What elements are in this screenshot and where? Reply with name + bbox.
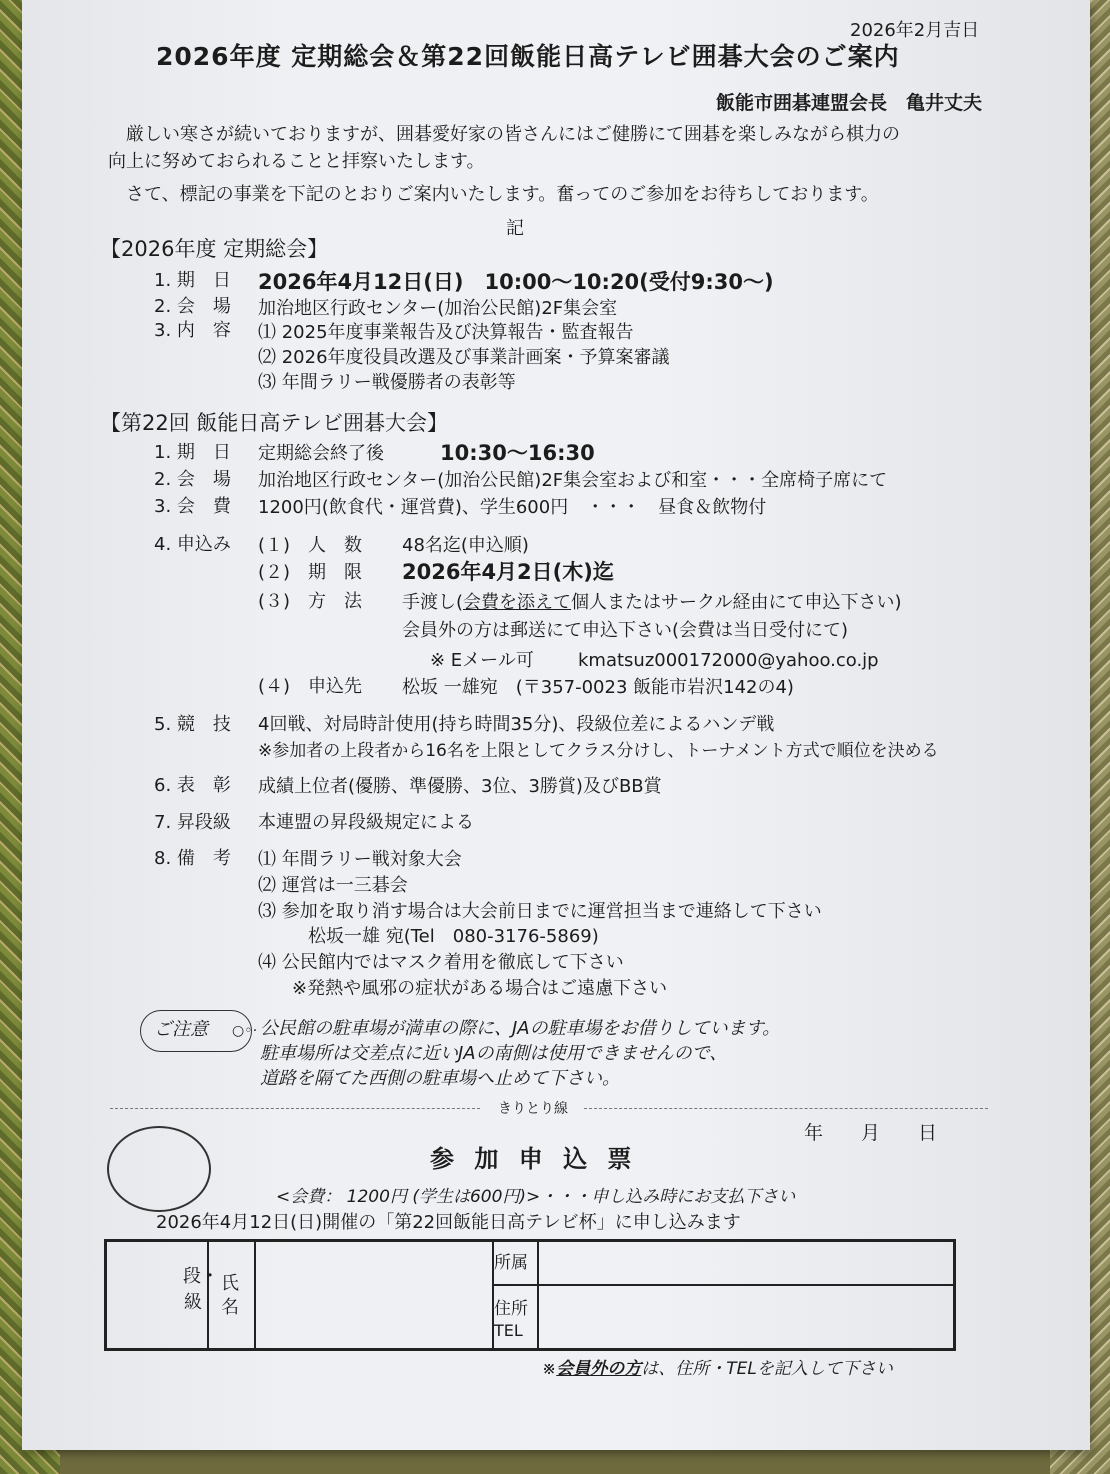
apply-method-line2: 会員外の方は郵送にて申込下さい(会費は当日受付にて) [402,620,849,641]
meeting-date-value: 2026年4月12日(日) 10:00～10:20(受付9:30～) [258,270,774,294]
tournament-date-label: 1. 期 日 [154,442,231,463]
form-date-fields[interactable]: 年 月 日 [804,1122,938,1144]
apply-deadline-value: 2026年4月2日(木)迄 [402,560,614,584]
intro-line-2: 向上に努めておられることと拝察いたします。 [108,151,485,172]
meeting-date-label: 1. 期 日 [154,270,231,291]
affiliation-label: 所属 [494,1253,528,1273]
application-form-table [104,1239,956,1351]
tournament-fee-value: 1200円(飲食代・運営費)、学生600円 ・・・ 昼食＆飲物付 [258,497,767,518]
name-field[interactable] [259,1248,487,1348]
notice-sheet [22,0,1090,1450]
award-label: 6. 表 彰 [154,775,231,796]
address-tel-field[interactable] [541,1288,951,1348]
tournament-date-time: 10:30～16:30 [440,441,595,465]
note-item: ⑵ 運営は一三碁会 [258,875,408,896]
tournament-heading: 【第22回 飯能日高テレビ囲碁大会】 [100,411,448,435]
tournament-date-prefix: 定期総会終了後 [258,443,384,464]
rank-label: 段・級 [183,1266,219,1313]
award-value: 成績上位者(優勝、準優勝、3位、3勝賞)及びBB賞 [258,776,662,797]
cut-line-right [584,1108,988,1109]
stamp-circle [107,1126,211,1212]
apply-to-value: 松坂 一雄宛 (〒357-0023 飯能市岩沢142の4) [402,677,794,698]
note-item: ⑴ 年間ラリー戦対象大会 [258,849,462,870]
tel-label: TEL [494,1321,523,1340]
match-note: ※参加者の上段者から16名を上限としてクラス分けし、トーナメント方式で順位を決める [258,741,939,761]
tournament-fee-label: 3. 会 費 [154,496,231,517]
cut-line-label: きりとり線 [498,1101,568,1117]
email-address[interactable]: kmatsuz000172000@yahoo.co.jp [578,650,879,671]
intro-line-3: さて、標記の事業を下記のとおりご案内いたします。奮ってのご参加をお待ちしております。 [108,184,879,205]
form-footer-note: ※会員外の方は、住所・TELを記入して下さい [542,1359,893,1379]
caution-line-1: 公民館の駐車場が満車の際に、JAの駐車場をお借りしています。 [260,1018,781,1039]
apply-count-label: (１) 人 数 [258,535,363,556]
caution-badge: ご注意 [154,1019,208,1040]
meeting-content-item: ⑵ 2026年度役員改選及び事業計画案・予算案審議 [258,347,670,368]
notes-label: 8. 備 考 [154,848,231,869]
apply-count-value: 48名迄(申込順) [402,535,529,556]
note-item: ⑷ 公民館内ではマスク着用を徹底して下さい [258,952,624,973]
caution-dots: ○◦· [232,1023,257,1039]
promotion-value: 本連盟の昇段級規定による [258,812,474,833]
issue-date: 2026年2月吉日 [850,20,980,41]
address-label: 住所 [494,1299,528,1319]
promotion-label: 7. 昇段級 [154,812,231,833]
sender: 飯能市囲碁連盟会長 亀井丈夫 [716,92,983,114]
caution-line-2: 駐車場所は交差点に近いJAの南側は使用できませんので、 [260,1043,728,1064]
email-label: ※ Eメール可 [430,650,534,671]
meeting-content-item: ⑶ 年間ラリー戦優勝者の表彰等 [258,372,516,393]
note-item: ※発熱や風邪の症状がある場合はご遠慮下さい [292,978,668,999]
note-contact: 松坂一雄 宛(Tel 080-3176-5869) [308,926,599,947]
meeting-content-label: 3. 内 容 [154,320,231,341]
caution-line-3: 道路を隔てた西側の駐車場へ止めて下さい。 [260,1068,620,1089]
apply-method-value: 手渡し(会費を添えて個人またはサークル経由にて申込下さい) [402,592,902,613]
match-value: 4回戦、対局時計使用(持ち時間35分)、段級位差によるハンデ戦 [258,714,775,735]
affiliation-field[interactable] [541,1244,951,1282]
meeting-venue-value: 加治地区行政センター(加治公民館)2F集会室 [258,298,618,319]
form-statement: 2026年4月12日(日)開催の「第22回飯能日高テレビ杯」に申し込みます [156,1212,741,1233]
apply-to-label: (４) 申込先 [258,676,363,697]
ki-mark: 記 [506,218,524,239]
apply-method-label: (３) 方 法 [258,591,363,612]
meeting-venue-label: 2. 会 場 [154,296,231,317]
apply-label: 4. 申込み [154,534,231,555]
name-label: 氏名 [221,1273,239,1318]
form-title: 参 加 申 込 票 [430,1145,638,1173]
apply-deadline-label: (２) 期 限 [258,562,363,583]
note-item: ⑶ 参加を取り消す場合は大会前日までに運営担当まで連絡して下さい [258,901,822,922]
meeting-heading: 【2026年度 定期総会】 [100,237,329,261]
cut-line-left [110,1108,480,1109]
tournament-venue-value: 加治地区行政センター(加治公民館)2F集会室および和室・・・全席椅子席にて [258,470,888,491]
match-label: 5. 競 技 [154,714,231,735]
meeting-content-item: ⑴ 2025年度事業報告及び決算報告・監査報告 [258,322,634,343]
tournament-venue-label: 2. 会 場 [154,469,231,490]
intro-line-1: 厳しい寒さが続いておりますが、囲碁愛好家の皆さんにはご健勝にて囲碁を楽しみながら棋力の [108,124,900,145]
form-fee-note: <会費： 1200円 (学生は600円)>・・・申し込み時にお支払下さい [276,1187,796,1207]
page-title: 2026年度 定期総会＆第22回飯能日高テレビ囲碁大会のご案内 [156,42,900,71]
